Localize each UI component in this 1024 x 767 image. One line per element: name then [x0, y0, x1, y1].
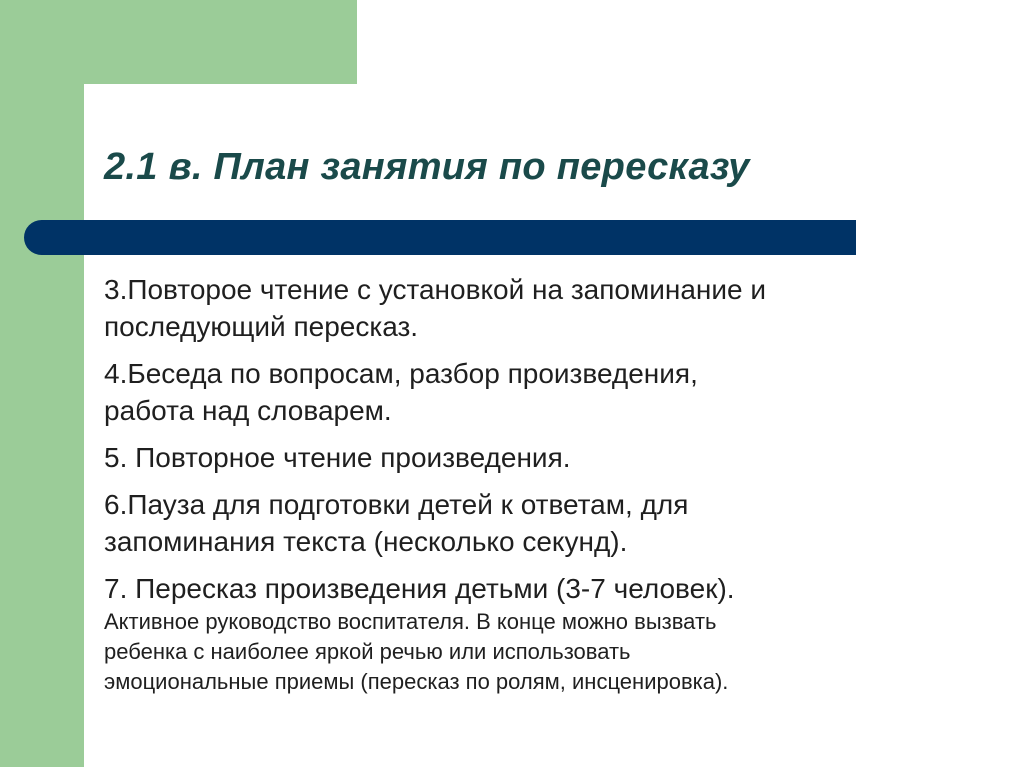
list-item-4-line-2: работа над словарем. [104, 395, 392, 426]
decorative-green-strip [0, 0, 84, 767]
list-item-5-line-1: 5. Повторное чтение произведения. [104, 442, 571, 473]
list-item-4 [104, 355, 984, 429]
list-item-4-line-1: 4.Беседа по вопросам, разбор произведения, [104, 358, 698, 389]
list-item-3-line-1: 3.Повторое чтение с установкой на запоминание и [104, 274, 767, 305]
title-underline-bar [24, 220, 856, 255]
list-item-7-line-1: 7. Пересказ произведения детьми (3-7 человек). [104, 573, 735, 604]
list-item-7-sub-line-3: эмоциональные приемы (пересказ по ролям, инсценировка). [104, 669, 729, 694]
list-item-5 [104, 439, 984, 476]
slide-content [104, 271, 984, 697]
list-item-6-line-1: 6.Пауза для подготовки детей к ответам, для [104, 489, 689, 520]
list-item-6-line-2: запоминания текста (несколько секунд). [104, 526, 628, 557]
list-item-6 [104, 486, 984, 560]
list-item-7-sub-line-2: ребенка с наиболее яркой речью или использовать [104, 639, 631, 664]
list-item-7 [104, 570, 984, 697]
list-item-3-line-2: последующий пересказ. [104, 311, 419, 342]
decorative-green-block [0, 0, 357, 84]
slide-title: 2.1 в. План занятия по пересказу [104, 146, 750, 188]
list-item-3 [104, 271, 984, 345]
list-item-7-sub-line-1: Активное руководство воспитателя. В конце можно вызвать [104, 609, 717, 634]
